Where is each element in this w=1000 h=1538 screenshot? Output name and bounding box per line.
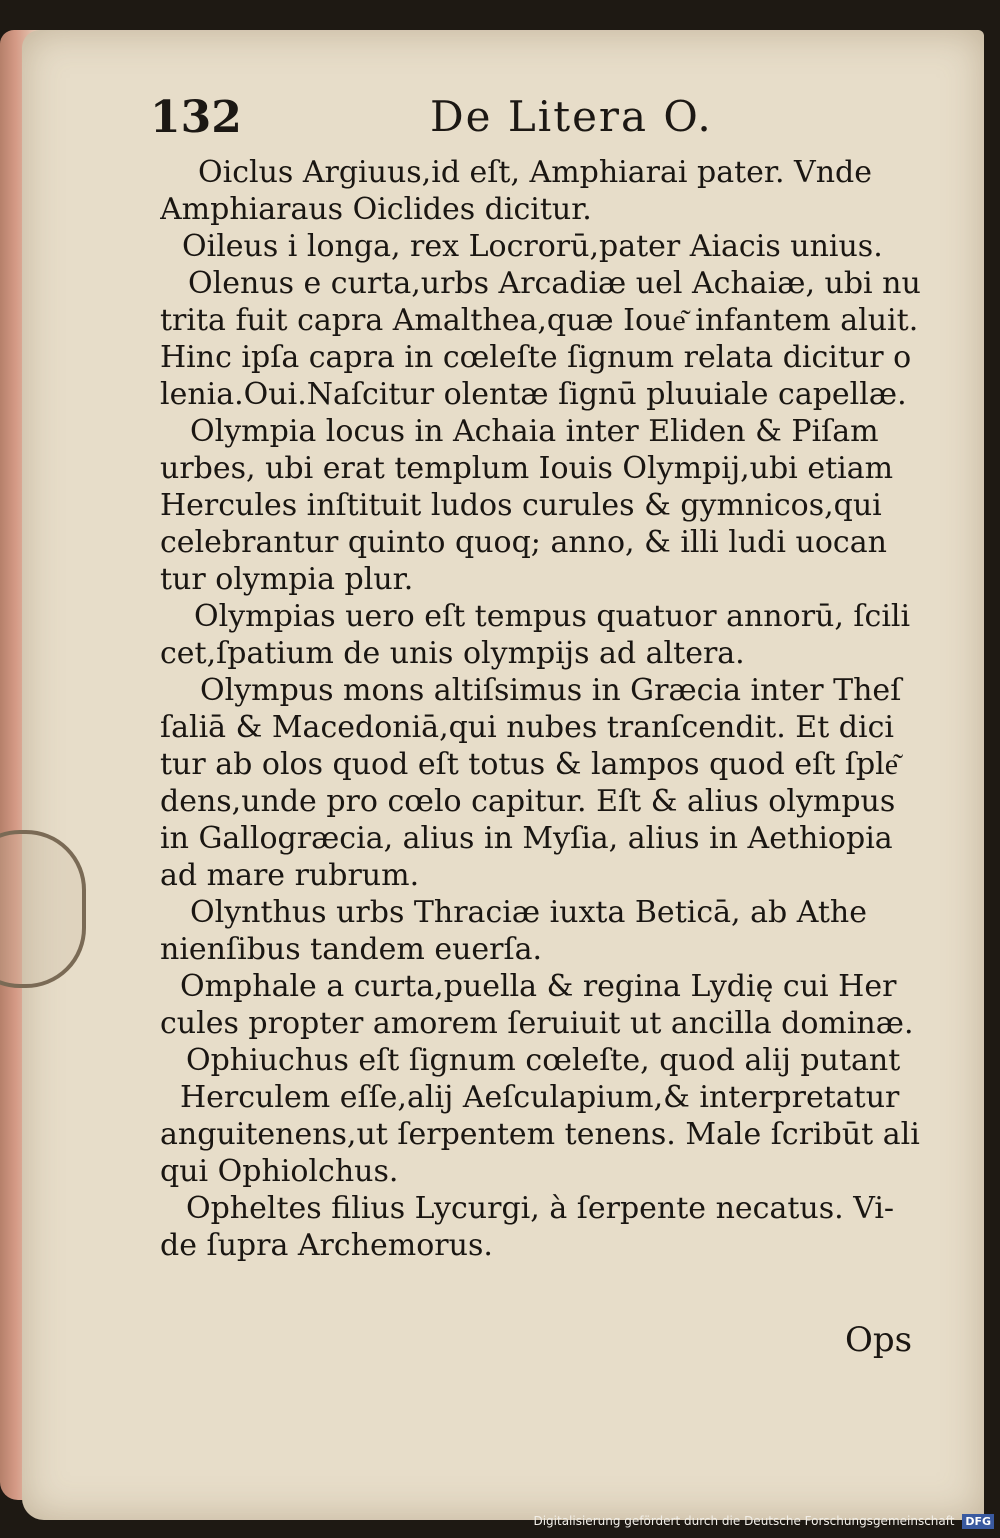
text-line: ſaliā & Macedoniā,qui nubes tranſcendit. Et dici [160, 710, 894, 745]
text-line: anguitenens,ut ſerpentem tenens. Male ſcribūt ali [160, 1117, 920, 1152]
running-title: De Litera O. [430, 92, 713, 141]
text-line: de ſupra Archemorus. [160, 1228, 493, 1263]
text-line: Olenus e curta,urbs Arcadiæ uel Achaiæ, ubi nu [188, 266, 921, 301]
text-line: Herculem eſſe,alij Aeſculapium,& interpretatur [180, 1080, 900, 1115]
digitization-credit [0, 1514, 994, 1536]
text-line: Olympias uero eſt tempus quatuor annorū, ſcili [194, 599, 911, 634]
page-number: 132 [150, 92, 242, 143]
text-line: Hinc ipſa capra in cœleſte ſignum relata dicitur o [160, 340, 912, 375]
text-line: Hercules inſtituit ludos curules & gymnicos,qui [160, 488, 882, 523]
text-line: celebrantur quinto quoq; anno, & illi ludi uocan [160, 525, 887, 560]
catchword: Ops [845, 1320, 913, 1360]
text-line: in Gallogræcia, alius in Myſia, alius in Aethiopia [160, 821, 893, 856]
text-line: Oileus i longa, rex Locrorū,pater Aiacis unius. [182, 229, 883, 264]
page-header [150, 92, 930, 156]
text-line: cet,ſpatium de unis olympijs ad altera. [160, 636, 745, 671]
text-line: trita fuit capra Amalthea,quæ Ioue͂ infantem aluit. [160, 303, 919, 338]
dfg-logo-icon: DFG [962, 1514, 994, 1529]
text-line: cules propter amorem ſeruiuit ut ancilla dominæ. [160, 1006, 914, 1041]
text-line: Olynthus urbs Thraciæ iuxta Beticā, ab Athe [190, 895, 867, 930]
text-line: dens,unde pro cœlo capitur. Eſt & alius olympus [160, 784, 896, 819]
text-line: lenia.Oui.Naſcitur olentæ ſignū pluuiale capellæ. [160, 377, 907, 412]
text-line: Olympia locus in Achaia inter Eliden & Piſam [190, 414, 879, 449]
text-line: Oiclus Argiuus,id eſt, Amphiarai pater. Vnde [198, 155, 872, 190]
text-line: tur olympia plur. [160, 562, 414, 597]
text-line: Amphiaraus Oiclides dicitur. [160, 192, 592, 227]
text-line: urbes, ubi erat templum Iouis Olympij,ubi etiam [160, 451, 894, 486]
page-clip [0, 830, 86, 988]
text-line: nienſibus tandem euerſa. [160, 932, 543, 967]
credit-text: Digitalisierung gefördert durch die Deutsche Forschungsgemeinschaft [533, 1514, 955, 1528]
body-text [160, 154, 930, 1264]
text-line: tur ab olos quod eſt totus & lampos quod eſt ſple͂ [160, 747, 899, 782]
text-line: Opheltes filius Lycurgi, à ſerpente necatus. Vi- [186, 1191, 895, 1226]
text-line: Ophiuchus eſt ſignum cœleſte, quod alij putant [186, 1043, 901, 1078]
text-line: Omphale a curta,puella & regina Lydię cui Her [180, 969, 897, 1004]
text-line: qui Ophiolchus. [160, 1154, 399, 1189]
text-line: Olympus mons altiſsimus in Græcia inter Theſ [200, 673, 902, 708]
text-line: ad mare rubrum. [160, 858, 420, 893]
